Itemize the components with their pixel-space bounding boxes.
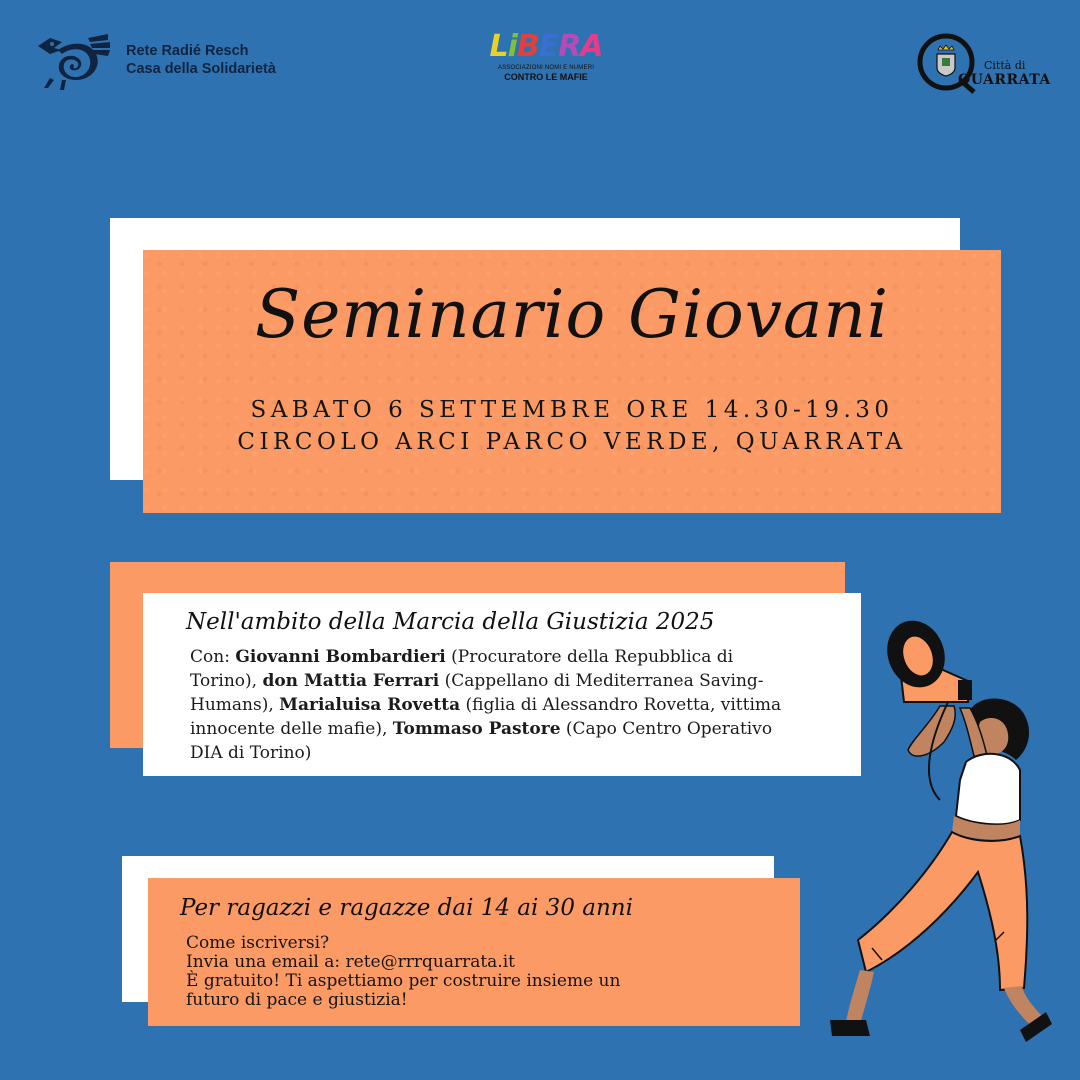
signup-note-cont: futuro di pace e giustizia!	[186, 990, 408, 1010]
org-name	[126, 42, 276, 78]
rete-radie-resch-logo	[32, 28, 276, 92]
libera-logo	[486, 30, 606, 83]
speaker-name: Giovanni Bombardieri	[235, 647, 446, 667]
quarrata-logo	[916, 30, 1051, 94]
speaker-name: Marialuisa Rovetta	[279, 695, 461, 715]
event-date-time: SABATO 6 SETTEMBRE ORE 14.30-19.30	[250, 397, 894, 423]
org-name-line1: Rete Radié Resch	[126, 43, 249, 59]
speakers-heading: Nell'ambito della Marcia della Giustizia 2025	[186, 609, 715, 635]
megaphone-person-illustration	[820, 610, 1070, 1050]
event-details	[143, 394, 1001, 458]
speaker-role: (Capo Centro Operativo DIA di Torino)	[190, 719, 773, 763]
speakers-intro: Con:	[190, 647, 236, 667]
speaker-name: don Mattia Ferrari	[262, 671, 440, 691]
bird-glyph-icon	[32, 28, 112, 92]
signup-question: Come iscriversi?	[186, 933, 330, 953]
libera-wordmark: LiBERA	[489, 29, 603, 64]
libera-subtitle: ASSOCIAZIONI NOMI E NUMERI	[497, 65, 595, 71]
signup-info	[186, 934, 786, 1010]
megaphone-icon	[878, 612, 972, 702]
audience-heading: Per ragazzi e ragazze dai 14 ai 30 anni	[180, 895, 633, 921]
speaker-role: (Cappellano di Mediterranea Saving-Humans),	[190, 671, 764, 715]
signup-email: Invia una email a: rete@rrrquarrata.it	[186, 952, 515, 972]
org-name-line2: Casa della Solidarietà	[126, 61, 276, 77]
event-location: CIRCOLO ARCI PARCO VERDE, QUARRATA	[237, 429, 907, 455]
speakers-list	[190, 645, 800, 765]
city-prefix: Città di	[984, 59, 1026, 72]
city-label	[958, 60, 1051, 88]
speaker-role: (figlia di Alessandro Rovetta, vittima innocente delle mafie),	[190, 695, 782, 739]
signup-note: È gratuito! Ti aspettiamo per costruire insieme un	[186, 971, 621, 991]
speaker-name: Tommaso Pastore	[392, 719, 561, 739]
speaker-role: (Procuratore della Repubblica di Torino),	[190, 647, 734, 691]
city-name: QUARRATA	[958, 72, 1051, 88]
libera-tagline: CONTRO LE MAFIE	[504, 72, 588, 82]
event-title: Seminario Giovani	[254, 276, 889, 353]
